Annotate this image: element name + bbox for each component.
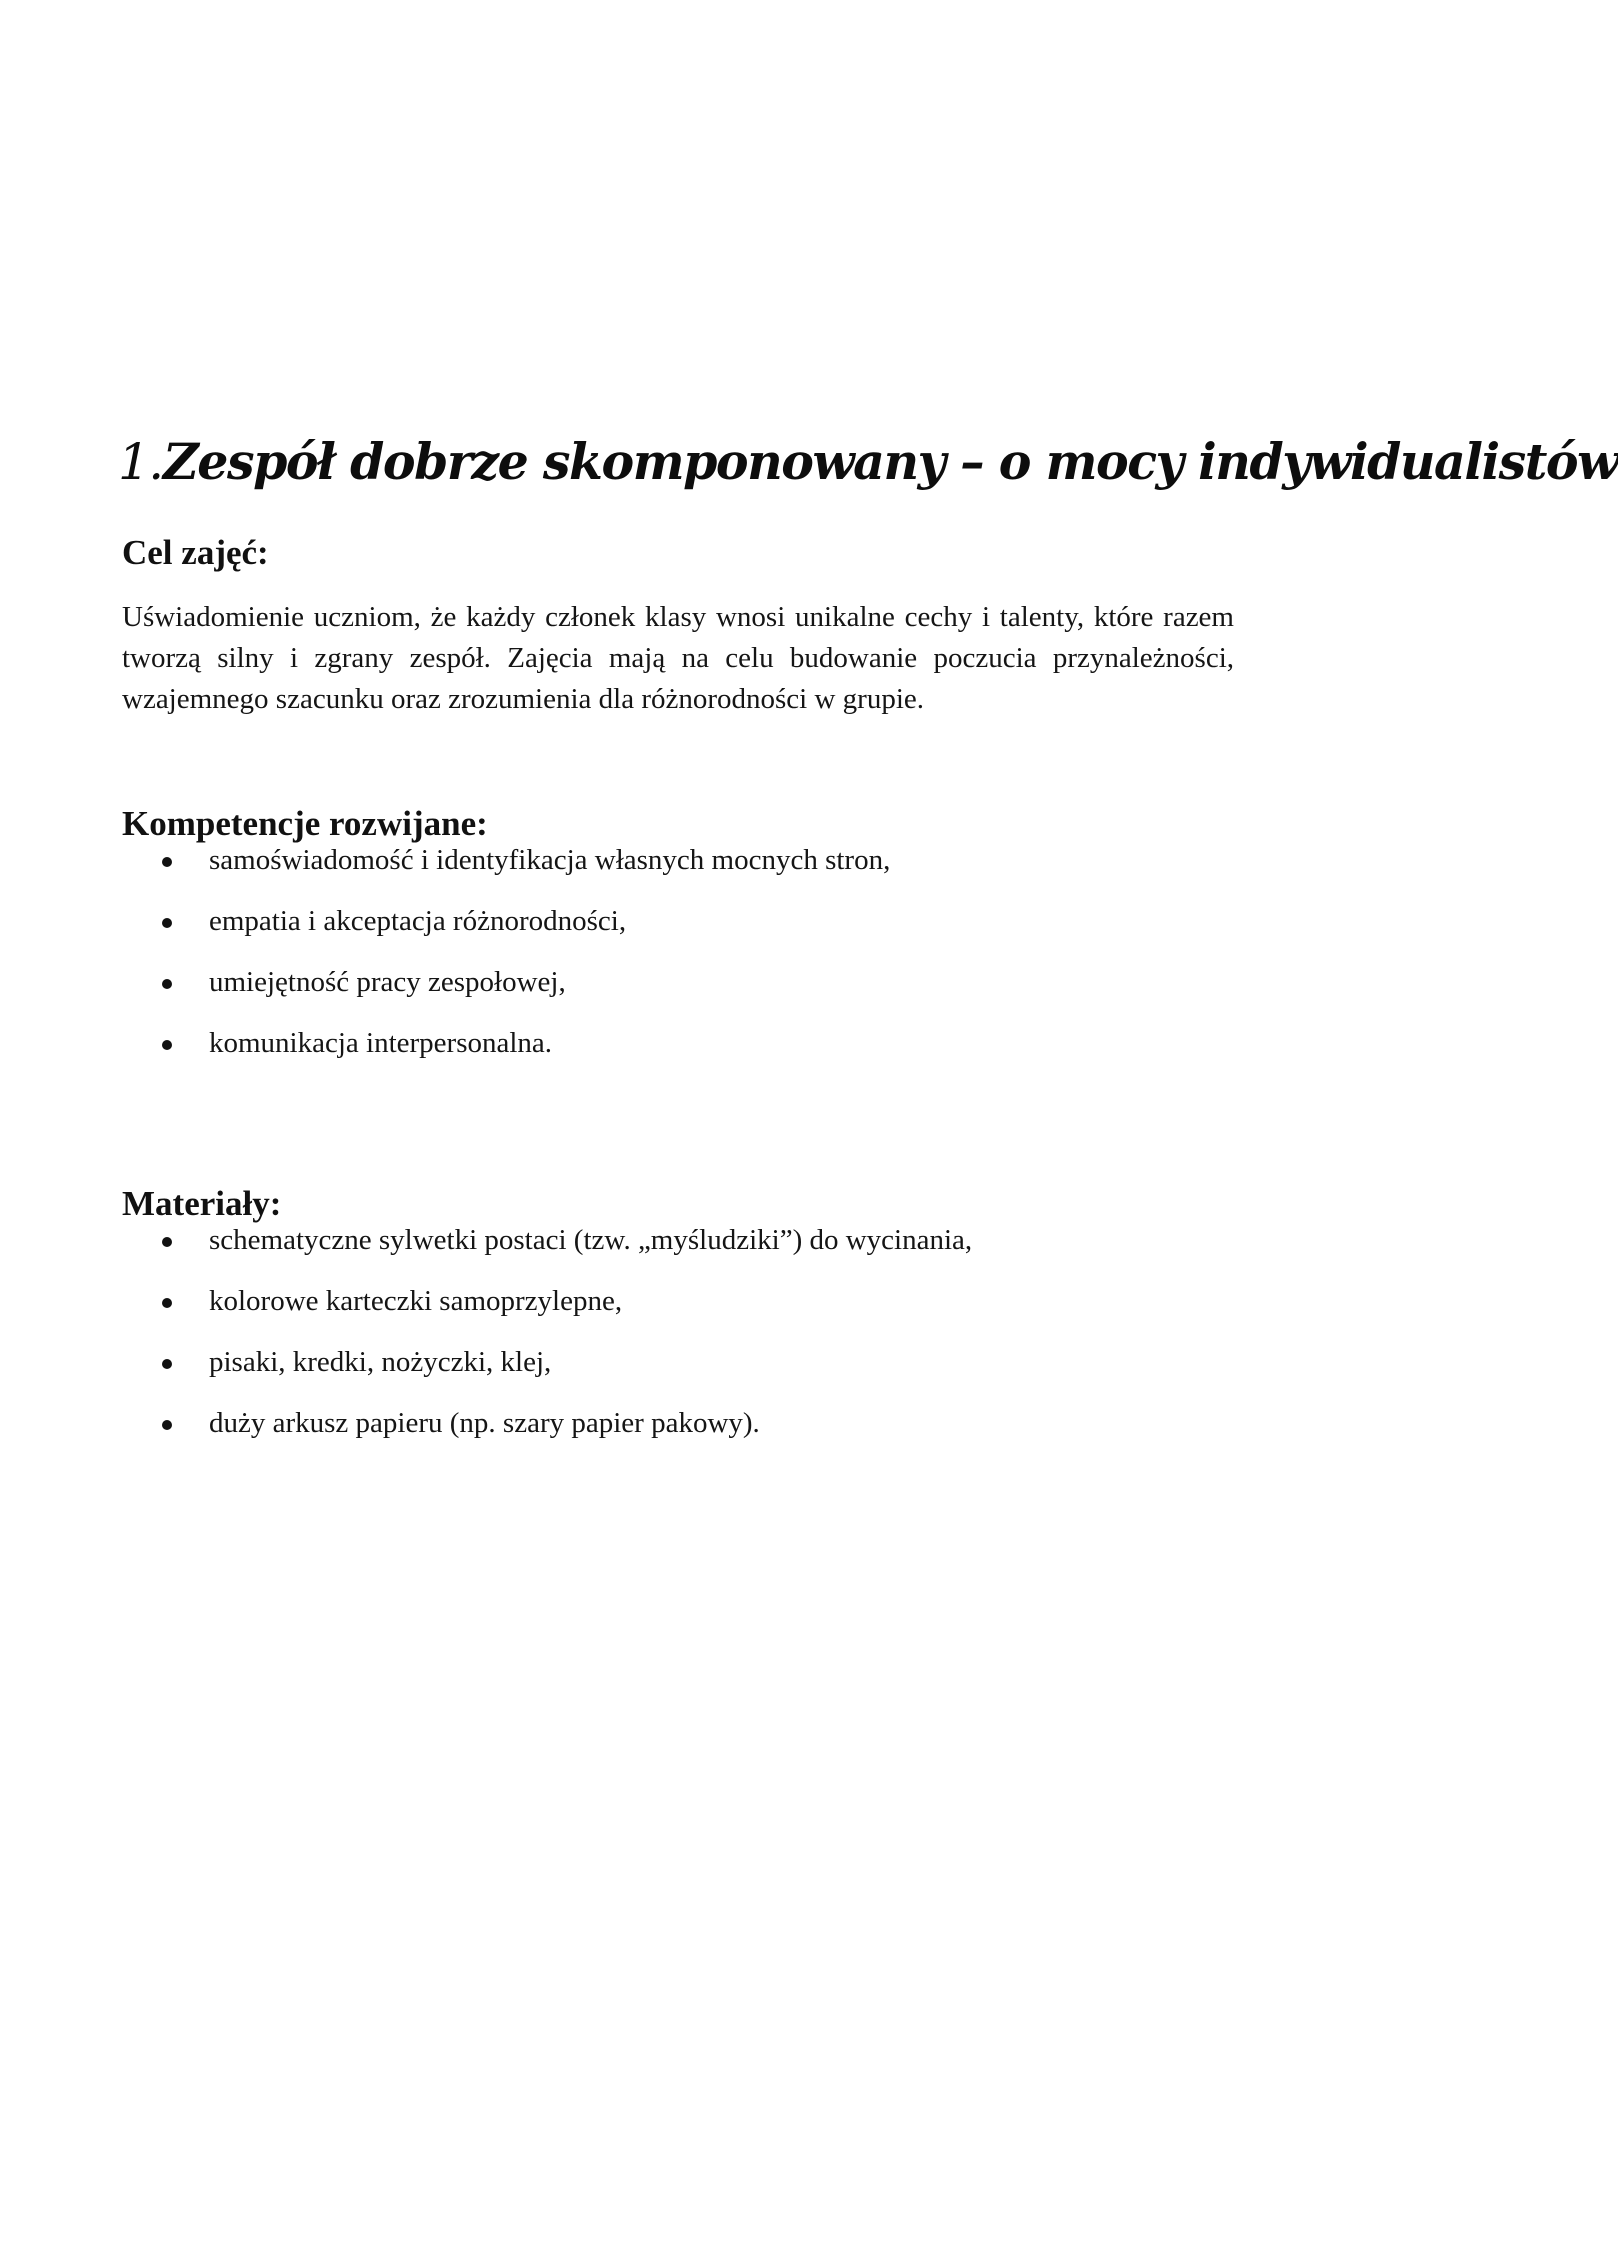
list-item-text: komunikacja interpersonalna.	[209, 1027, 553, 1059]
list-item	[160, 1023, 890, 1084]
goal-paragraph: Uświadomienie uczniom, że każdy członek klasy wnosi unikalne cechy i talenty, które razem tworzą silny i zgrany zespół. Zajęcia mają na celu budowanie poczucia przynależności, wzajemnego szacunku oraz zrozumienia dla różnorodności w grupie.	[122, 601, 1234, 715]
lesson-number: 1.	[118, 432, 163, 491]
bullet-icon	[162, 857, 172, 867]
bullet-icon	[162, 1359, 172, 1369]
list-item-text: duży arkusz papieru (np. szary papier pakowy).	[209, 1407, 760, 1439]
list-item-text: kolorowe karteczki samoprzylepne,	[209, 1285, 623, 1317]
list-item	[160, 901, 890, 962]
list-item-text: pisaki, kredki, nożyczki, klej,	[209, 1346, 552, 1378]
bullet-icon	[162, 1237, 172, 1247]
materials-heading: Materiały:	[122, 1184, 282, 1224]
list-item-text: schematyczne sylwetki postaci (tzw. „myśludziki”) do wycinania,	[209, 1224, 973, 1256]
lesson-title-text: Zespół dobrze skomponowany – o mocy indywidualistów	[162, 431, 1618, 491]
list-item	[160, 1281, 972, 1342]
list-item-text: umiejętność pracy zespołowej,	[209, 966, 566, 998]
list-item	[160, 962, 890, 1023]
bullet-icon	[162, 979, 172, 989]
list-item	[160, 1403, 972, 1464]
goal-heading: Cel zajęć:	[122, 533, 269, 573]
list-item-text: samoświadomość i identyfikacja własnych mocnych stron,	[209, 844, 891, 876]
bullet-icon	[162, 1420, 172, 1430]
list-item	[160, 1342, 972, 1403]
list-item	[160, 840, 890, 901]
lesson-title	[118, 431, 1618, 502]
bullet-icon	[162, 1298, 172, 1308]
list-item	[160, 1220, 972, 1281]
bullet-icon	[162, 1040, 172, 1050]
bullet-icon	[162, 918, 172, 928]
competencies-heading: Kompetencje rozwijane:	[122, 804, 488, 844]
competencies-list	[160, 840, 890, 1084]
list-item-text: empatia i akceptacja różnorodności,	[209, 905, 627, 937]
materials-list	[160, 1220, 972, 1464]
